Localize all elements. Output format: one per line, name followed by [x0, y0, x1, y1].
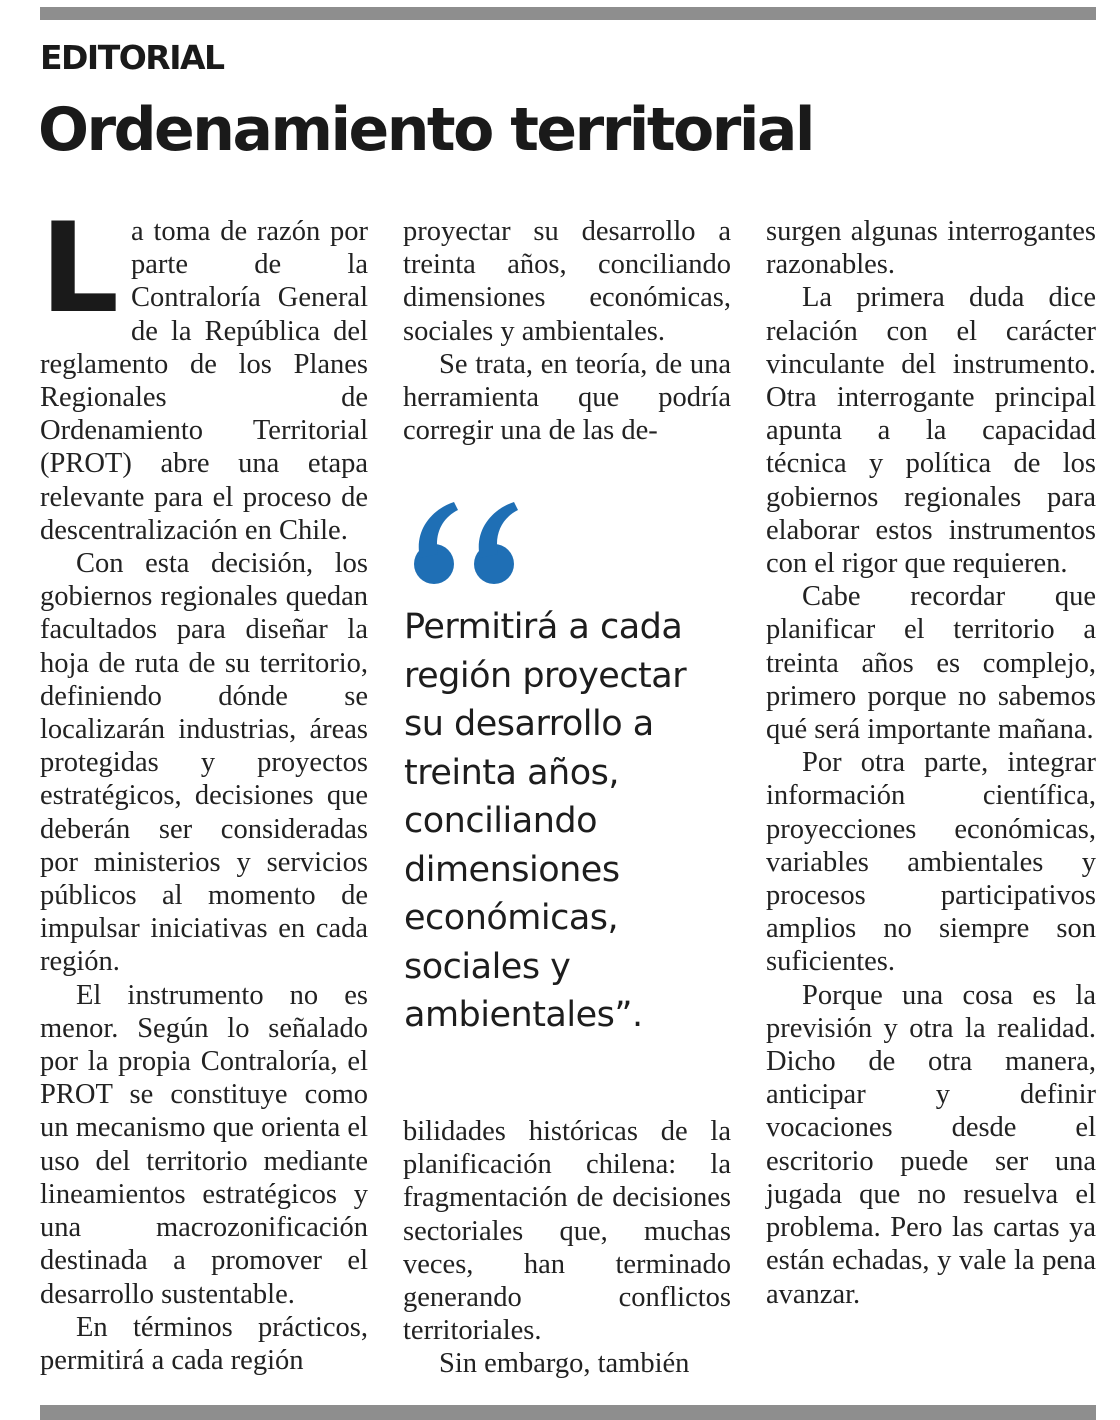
paragraph-6: Se trata, en teoría, de una herramienta que podría corregir una de las de-	[403, 348, 731, 447]
paragraph-10: La primera duda dice relación con el carácter vinculante del instrumento. Otra interrogante principal apunta a la capacidad técnica y política de los gobiernos regionales para elaborar estos instrumentos con el rigor que requieren.	[766, 282, 1096, 580]
quote-mark-icon	[408, 498, 528, 590]
paragraph-3: El instrumento no es menor. Según lo señalado por la propia Contraloría, el PROT se constituye como un mecanismo que orienta el uso del territorio mediante lineamientos estratégicos y una macrozonificación destinada a promover el desarrollo sustentable.	[40, 979, 368, 1310]
paragraph-2: Con esta decisión, los gobiernos regionales quedan facultados para diseñar la hoja de ruta de su territorio, definiendo dónde se localizarán industrias, áreas protegidas y proyectos estratégicos, decisiones que deberán ser consideradas por ministerios y servicios públicos al momento de impulsar iniciativas en cada región.	[40, 548, 368, 978]
article-column-1	[40, 197, 368, 1377]
paragraph-9: surgen algunas interrogantes razonables.	[766, 216, 1096, 281]
section-label: EDITORIAL	[40, 38, 224, 77]
paragraph-1-text: a toma de razón por parte de la Contraloría General de la República del reglamento de los Planes Regionales de Ordenamiento Territorial (PROT) abre una etapa relevante para el proceso de descentralización en Chile.	[40, 216, 368, 546]
article-column-2-top	[403, 215, 731, 447]
paragraph-11: Cabe recordar que planificar el territorio a treinta años es complejo, primero porque no sabemos qué será importante mañana.	[766, 581, 1096, 746]
drop-cap: L	[40, 197, 120, 341]
paragraph-12: Por otra parte, integrar información científica, proyecciones económicas, variables ambientales y procesos participativos amplios no siempre son suficientes.	[766, 747, 1096, 978]
article-column-2-bottom	[403, 1115, 731, 1381]
paragraph-5: proyectar su desarrollo a treinta años, conciliando dimensiones económicas, sociales y ambientales.	[403, 216, 731, 347]
bottom-rule	[40, 1405, 1096, 1420]
article-column-3	[766, 215, 1096, 1311]
paragraph-13: Porque una cosa es la previsión y otra la realidad. Dicho de otra manera, anticipar y definir vocaciones desde el escritorio puede ser una jugada que no resuelva el problema. Pero las cartas ya están echadas, y vale la pena avanzar.	[766, 979, 1096, 1310]
paragraph-7: bilidades históricas de la planificación chilena: la fragmentación de decisiones sectoriales que, muchas veces, han terminado generando conflictos territoriales.	[403, 1116, 731, 1347]
paragraph-1	[40, 197, 368, 547]
top-rule	[40, 7, 1096, 20]
paragraph-8: Sin embargo, también	[439, 1348, 690, 1380]
paragraph-4: En términos prácticos, permitirá a cada región	[40, 1311, 368, 1376]
headline: Ordenamiento territorial	[38, 95, 813, 165]
pull-quote: Permitirá a cada región proyectar su desarrollo a treinta años, conciliando dimensiones económicas, sociales y ambientales”.	[404, 607, 687, 1035]
